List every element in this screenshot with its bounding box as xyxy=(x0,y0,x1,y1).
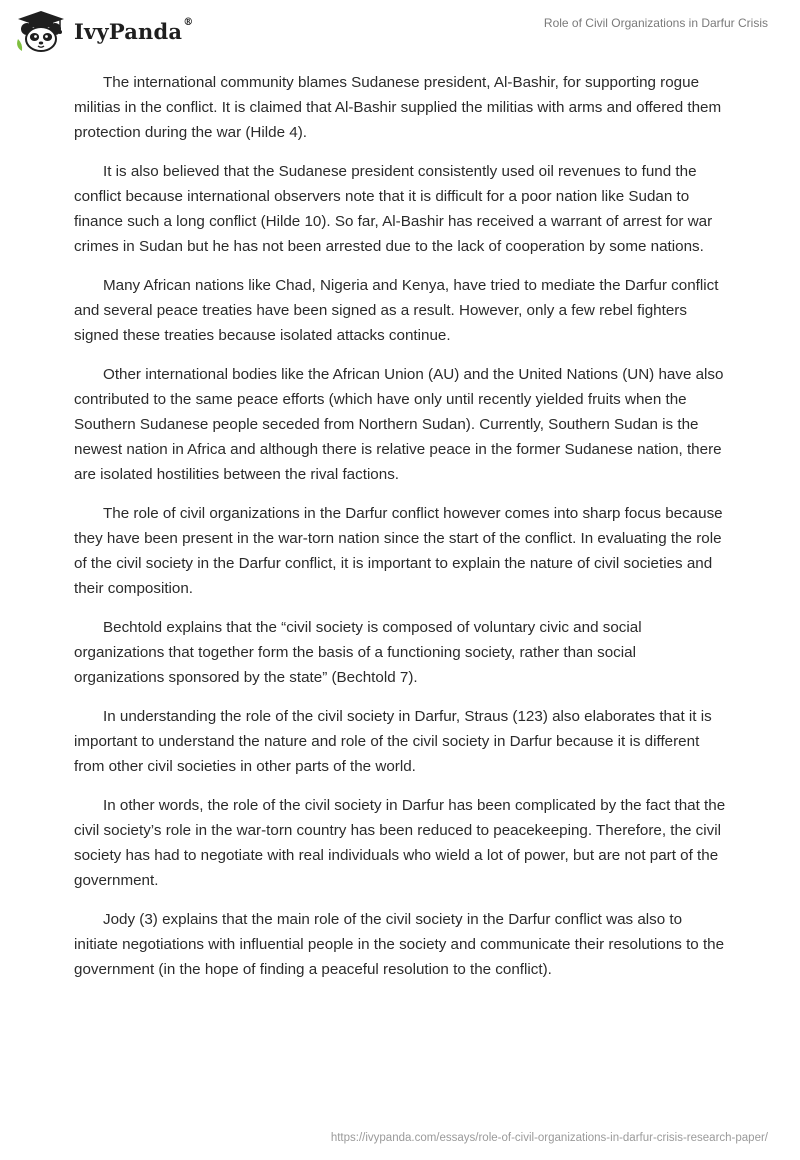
document-title: Role of Civil Organizations in Darfur Crisis xyxy=(543,16,768,30)
panda-graduate-icon xyxy=(14,9,68,53)
page-header xyxy=(0,0,800,60)
registered-mark: ® xyxy=(183,16,194,28)
paragraph: In other words, the role of the civil society in Darfur has been complicated by the fact that the civil society’s role in the war-torn country has been reduced to peacekeeping. Therefore, the civil society has had to negotiate with real individuals who wield a lot of power, but are not part of the government. xyxy=(74,797,726,889)
paragraph: Jody (3) explains that the main role of the civil society in the Darfur conflict was also to initiate negotiations with influential people in the society and communicate their resolutions to the government (in the hope of finding a peaceful resolution to the conflict). xyxy=(74,911,725,978)
paragraph: The international community blames Sudanese president, Al-Bashir, for supporting rogue militias in the conflict. It is claimed that Al-Bashir supplied the militias with arms and offered them protection during the war (Hilde 4). xyxy=(74,74,722,141)
paragraph: Many African nations like Chad, Nigeria and Kenya, have tried to mediate the Darfur conflict and several peace treaties have been signed as a result. However, only a few rebel fighters signed these treaties because isolated attacks continue. xyxy=(74,277,719,344)
paragraph: The role of civil organizations in the Darfur conflict however comes into sharp focus because they have been present in the war-torn nation since the start of the conflict. In evaluating the role of the civil society in the Darfur conflict, it is important to explain the nature of civil societies and their composition. xyxy=(74,505,723,597)
paragraph: In understanding the role of the civil society in Darfur, Straus (123) also elaborates that it is important to understand the nature and role of the civil society in Darfur because it is different from other civil societies in other parts of the world. xyxy=(74,708,712,775)
essay-body xyxy=(74,70,730,996)
paragraph: Bechtold explains that the “civil society is composed of voluntary civic and social organizations that together form the basis of a functioning society, rather than social organizations sponsored by the state” (Bechtold 7). xyxy=(74,619,642,686)
brand-logo[interactable] xyxy=(14,9,193,53)
paragraph: It is also believed that the Sudanese president consistently used oil revenues to fund the conflict because international observers note that it is difficult for a poor nation like Sudan to finance such a long conflict (Hilde 10). So far, Al-Bashir has received a warrant of arrest for war crimes in Sudan but he has not been arrested due to the lack of cooperation by some nations. xyxy=(74,163,713,255)
paragraph: Other international bodies like the African Union (AU) and the United Nations (UN) have also contributed to the same peace efforts (which have only until recently yielded fruits when the Southern Sudanese people seceded from Northern Sudan). Currently, Southern Sudan is the newest nation in Africa and although there is relative peace in the former Sudanese nation, there are isolated hostilities between the rival factions. xyxy=(74,366,724,483)
brand-name: IvyPanda® xyxy=(74,16,194,44)
source-url-link[interactable]: https://ivypanda.com/essays/role-of-civil-organizations-in-darfur-crisis-research-paper/ xyxy=(330,1132,768,1144)
